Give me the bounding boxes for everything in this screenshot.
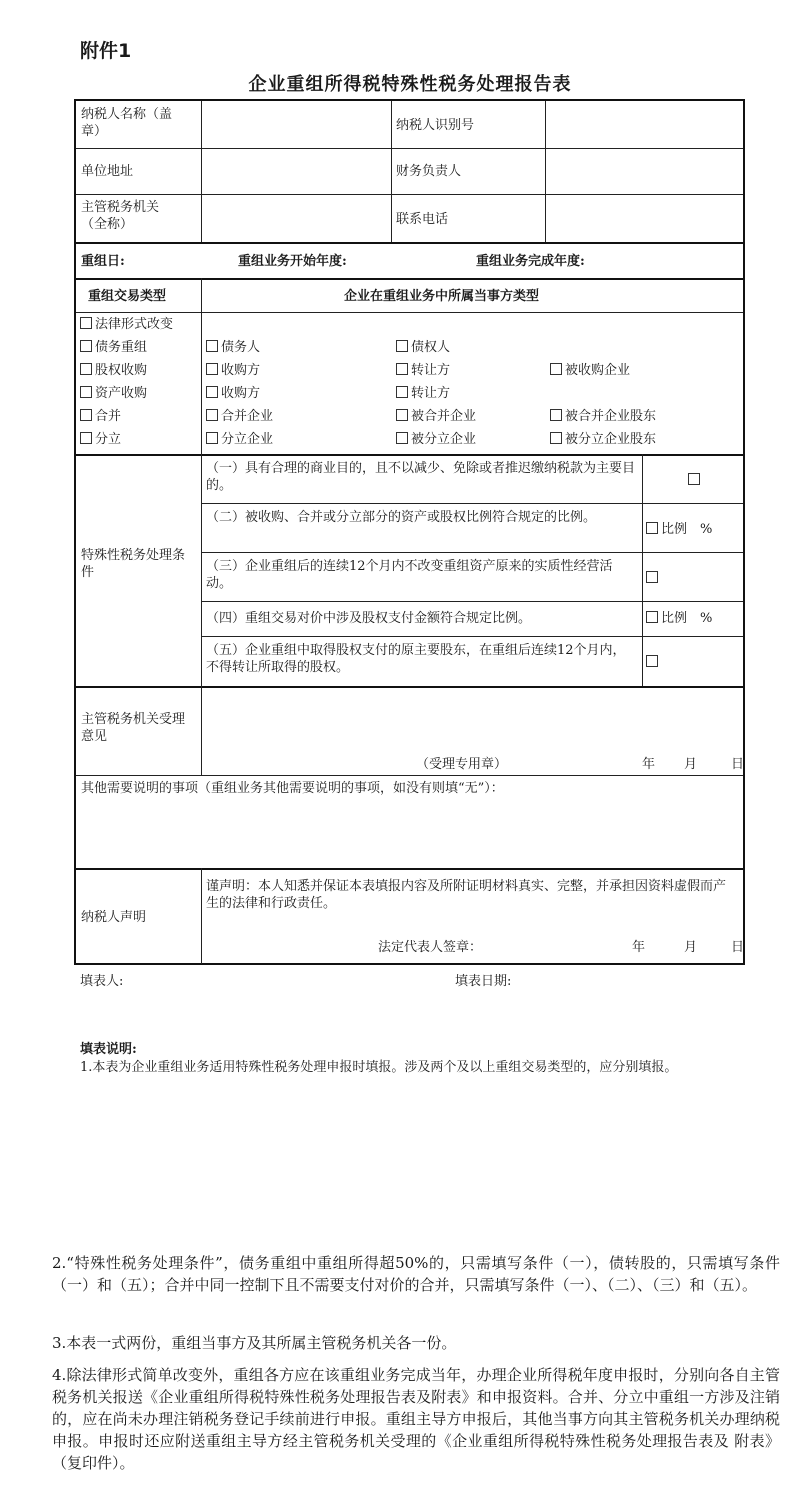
note-2: 2.“特殊性税务处理条件”，债务重组中重组所得超50%的，只需填写条件（一），债转股的，只需填写条件（一）和（五）；合并中同一控制下且不需要支付对价的合并，只需填写条件（一）、（二）、（三）和（五）。: [52, 1254, 780, 1294]
type-item-legal-form[interactable]: 法律形式改变: [80, 316, 173, 333]
form-title: 企业重组所得税特殊性税务处理报告表: [248, 74, 572, 95]
taxpayer-name-label: 纳税人名称（盖章）: [81, 107, 173, 139]
checkbox[interactable]: [206, 386, 218, 398]
declaration-month: 月: [684, 940, 698, 955]
checkbox[interactable]: [550, 409, 562, 421]
checkbox[interactable]: [396, 409, 408, 421]
type-item-merger[interactable]: 合并: [80, 408, 121, 425]
acceptance-stamp: （受理专用章）: [416, 757, 508, 772]
condition-4-text: （四）重组交易对价中涉及股权支付金额符合规定比例。: [206, 611, 532, 626]
checkbox[interactable]: [206, 432, 218, 444]
signature-label: 法定代表人签章：: [378, 940, 483, 955]
other-matters-label: 其他需要说明的事项（重组业务其他需要说明的事项，如没有则填“无”）：: [81, 781, 504, 796]
condition-4-check[interactable]: 比例 %: [646, 610, 712, 627]
checkbox[interactable]: [646, 571, 658, 583]
finance-head-label: 财务负责人: [396, 164, 462, 179]
finance-head-field[interactable]: [548, 151, 738, 191]
filler-label: 填表人:: [80, 974, 124, 989]
taxpayer-id-field[interactable]: [548, 103, 738, 145]
start-year-label: 重组业务开始年度:: [238, 254, 347, 269]
checkbox[interactable]: [396, 340, 408, 352]
checkbox[interactable]: [206, 340, 218, 352]
party-type-header: 企业在重组业务中所属当事方类型: [344, 289, 540, 304]
checkbox[interactable]: [396, 386, 408, 398]
checkbox[interactable]: [396, 363, 408, 375]
checkbox[interactable]: [80, 432, 92, 444]
note-3: 3.本表一式两份，重组当事方及其所属主管税务机关各一份。: [52, 1334, 457, 1352]
authority-opinion-label: 主管税务机关受理意见: [81, 712, 186, 744]
checkbox[interactable]: [80, 386, 92, 398]
declaration-day: 日: [731, 940, 745, 955]
party-merging-enterprise[interactable]: 合并企业: [206, 408, 273, 425]
reorg-date-label: 重组日:: [81, 254, 125, 269]
party-acquirer[interactable]: 收购方: [206, 362, 260, 379]
condition-3-text: （三）企业重组后的连续12个月内不改变重组资产原来的实质性经营活动。: [206, 559, 613, 591]
checkbox[interactable]: [206, 363, 218, 375]
party-debtor[interactable]: 债务人: [206, 339, 260, 356]
condition-3-check[interactable]: [646, 570, 661, 587]
party-asset-transferor[interactable]: 转让方: [396, 385, 450, 402]
address-field[interactable]: [204, 151, 388, 191]
party-creditor[interactable]: 债权人: [396, 339, 450, 356]
checkbox[interactable]: [206, 409, 218, 421]
party-merged-shareholder[interactable]: 被合并企业股东: [550, 408, 656, 425]
phone-label: 联系电话: [396, 212, 449, 227]
notes-title: 填表说明:: [80, 1042, 137, 1057]
other-matters-field[interactable]: [80, 801, 738, 863]
tax-authority-field[interactable]: [204, 197, 388, 239]
checkbox[interactable]: [646, 522, 658, 534]
transaction-type-header: 重组交易类型: [88, 289, 167, 304]
special-conditions-label: 特殊性税务处理条件: [81, 548, 186, 580]
address-label: 单位地址: [81, 164, 134, 179]
declaration-year: 年: [632, 940, 646, 955]
note-4: 4.除法律形式简单改变外，重组各方应在该重组业务完成当年，办理企业所得税年度申报时，分别向各自主管税务机关报送《企业重组所得税特殊性税务处理报告表及附表》和申报资料。合并、分立中重组一方涉及注销的，应在尚未办理注销税务登记手续前进行申报。重组主导方申报后，其他当事方向其主管税务机关办理纳税申报。申报时还应附送重组主导方经主管税务机关受理的《企业重组所得税特殊性税务处理报告表及 附表》（复印件）。: [52, 1366, 780, 1472]
checkbox[interactable]: [646, 655, 658, 667]
opinion-day: 日: [731, 757, 745, 772]
fill-date-label: 填表日期:: [455, 974, 512, 989]
report-form-table: [74, 99, 745, 965]
opinion-year: 年: [642, 757, 656, 772]
party-transferor[interactable]: 转让方: [396, 362, 450, 379]
taxpayer-name-field[interactable]: [204, 103, 388, 145]
checkbox[interactable]: [550, 363, 562, 375]
condition-1-text: （一）具有合理的商业目的，且不以减少、免除或者推迟缴纳税款为主要目的。: [206, 461, 636, 493]
opinion-month: 月: [684, 757, 698, 772]
checkbox[interactable]: [550, 432, 562, 444]
type-item-debt[interactable]: 债务重组: [80, 339, 147, 356]
checkbox[interactable]: [396, 432, 408, 444]
party-split-shareholder[interactable]: 被分立企业股东: [550, 431, 656, 448]
condition-2-check[interactable]: 比例 %: [646, 521, 712, 538]
condition-2-text: （二）被收购、合并或分立部分的资产或股权比例符合规定的比例。: [206, 510, 597, 525]
type-item-asset[interactable]: 资产收购: [80, 385, 147, 402]
declaration-label: 纳税人声明: [81, 910, 147, 925]
condition-5-text: （五）企业重组中取得股权支付的原主要股东，在重组后连续12个月内，不得转让所取得的股权。: [206, 643, 626, 675]
checkbox[interactable]: [80, 317, 92, 329]
declaration-text: 谨声明：本人知悉并保证本表填报内容及所附证明材料真实、完整，并承担因资料虚假而产生的法律和行政责任。: [206, 879, 727, 911]
tax-authority-label: 主管税务机关（全称）: [81, 200, 160, 232]
condition-5-check[interactable]: [646, 654, 661, 671]
party-split-enterprise[interactable]: 被分立企业: [396, 431, 476, 448]
party-merged-enterprise[interactable]: 被合并企业: [396, 408, 476, 425]
type-item-equity[interactable]: 股权收购: [80, 362, 147, 379]
taxpayer-id-label: 纳税人识别号: [396, 118, 475, 133]
checkbox[interactable]: [80, 409, 92, 421]
end-year-label: 重组业务完成年度:: [476, 254, 585, 269]
party-acquired-enterprise[interactable]: 被收购企业: [550, 362, 630, 379]
note-1: 1.本表为企业重组业务适用特殊性税务处理申报时填报。涉及两个及以上重组交易类型的，应分别填报。: [80, 1060, 678, 1075]
checkbox[interactable]: [688, 473, 700, 485]
checkbox[interactable]: [646, 611, 658, 623]
checkbox[interactable]: [80, 363, 92, 375]
attachment-label: 附件1: [80, 40, 132, 62]
phone-field[interactable]: [548, 197, 738, 239]
type-item-split[interactable]: 分立: [80, 431, 121, 448]
party-asset-acquirer[interactable]: 收购方: [206, 385, 260, 402]
party-splitting-enterprise[interactable]: 分立企业: [206, 431, 273, 448]
condition-1-check[interactable]: [688, 472, 703, 489]
checkbox[interactable]: [80, 340, 92, 352]
